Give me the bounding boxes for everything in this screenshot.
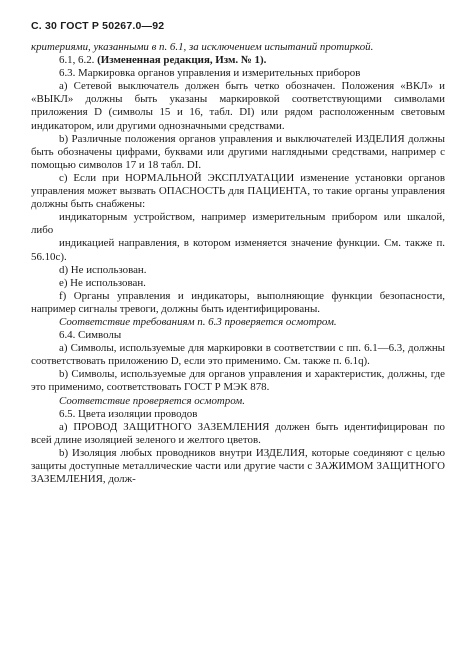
paragraph-p10 bbox=[31, 290, 445, 316]
amendment-note: (Измененная редакция, Изм. № 1). bbox=[97, 54, 267, 67]
paragraph-p5 bbox=[31, 172, 445, 211]
paragraph-p18 bbox=[31, 447, 445, 486]
page-header: С. 30 ГОСТ Р 50267.0—92 bbox=[31, 20, 165, 32]
paragraph-text: а) Символы, используемые для маркировки в соответствии с пп. 6.1—6.3, должны соответствовать приложению D, если это применимо. См. также п. 6.1q). bbox=[31, 342, 445, 368]
paragraph-p9 bbox=[31, 277, 445, 290]
paragraph-p8 bbox=[31, 264, 445, 277]
paragraph-text: f) Органы управления и индикаторы, выполняющие функции безопасности, например сигналы тревоги, должны быть идентифицированы. bbox=[31, 289, 445, 315]
paragraph-text: b) Различные положения органов управления и выключателей ИЗДЕЛИЯ должны быть обозначены цифрами, буквами или другими наглядными средствами, например с помощью символов 17 и 18 табл. DI. bbox=[31, 132, 445, 171]
paragraph-text: b) Символы, используемые для органов управления и характеристик, должны, где это применимо, соответствовать ГОСТ Р МЭК 878. bbox=[31, 368, 445, 394]
paragraph-p0 bbox=[31, 41, 445, 54]
paragraph-text: индикацией направления, в котором изменяется значение функции. См. также п. 56.10с). bbox=[31, 237, 445, 263]
paragraph-p12 bbox=[31, 329, 445, 342]
document-page bbox=[31, 20, 445, 486]
paragraph-text: 6.5. Цвета изоляции проводов bbox=[59, 407, 198, 420]
paragraph-text: индикаторным устройством, например измерительным прибором или шкалой, либо bbox=[31, 211, 445, 237]
paragraph-text: Соответствие требованиям п. 6.3 проверяется осмотром. bbox=[59, 315, 337, 328]
paragraph-p1 bbox=[31, 54, 445, 67]
paragraph-p7 bbox=[31, 237, 445, 263]
paragraph-p13 bbox=[31, 342, 445, 368]
paragraph-text: b) Изоляция любых проводников внутри ИЗДЕЛИЯ, которые соединяют с целью защиты доступные металлические части или другие части с ЗАЖИМОМ ЗАЩИТНОГО ЗАЗЕМЛЕНИЯ, долж- bbox=[31, 446, 445, 486]
paragraph-p14 bbox=[31, 368, 445, 394]
paragraph-text: с) Если при НОРМАЛЬНОЙ ЭКСПЛУАТАЦИИ изменение установки органов управления может вызвать ОПАСНОСТЬ для ПАЦИЕНТА, то такие органы управления должны быть снабжены: bbox=[31, 171, 445, 211]
paragraph-p16 bbox=[31, 408, 445, 421]
paragraph-text: 6.4. Символы bbox=[59, 329, 122, 342]
paragraph-text: е) Не использован. bbox=[59, 276, 146, 289]
paragraph-text: критериями, указанными в п. 6.1, за исключением испытаний протиркой. bbox=[31, 41, 374, 53]
paragraph-p15 bbox=[31, 395, 445, 408]
paragraph-text: 6.1, 6.2. bbox=[59, 54, 98, 67]
paragraph-text: Соответствие проверяется осмотром. bbox=[59, 394, 245, 407]
paragraph-p3 bbox=[31, 80, 445, 132]
paragraph-p4 bbox=[31, 133, 445, 172]
paragraph-text: а) Сетевой выключатель должен быть четко обозначен. Положения «ВКЛ» и «ВЫКЛ» должны быть указаны маркировкой соответствующими символами приложения D (символы 15 и 16, табл. DI) или рядом расположенным световым индикатором, или другими однозначными средствами. bbox=[31, 80, 445, 132]
paragraph-p11 bbox=[31, 316, 445, 329]
paragraph-text: а) ПРОВОД ЗАЩИТНОГО ЗАЗЕМЛЕНИЯ должен быть идентифицирован по всей длине изоляцией зеленого и желтого цветов. bbox=[31, 420, 445, 446]
document-body bbox=[31, 41, 445, 486]
paragraph-text: d) Не использован. bbox=[59, 263, 147, 276]
paragraph-p17 bbox=[31, 421, 445, 447]
paragraph-p2 bbox=[31, 67, 445, 80]
paragraph-p6 bbox=[31, 211, 445, 237]
paragraph-text: 6.3. Маркировка органов управления и измерительных приборов bbox=[59, 67, 361, 80]
